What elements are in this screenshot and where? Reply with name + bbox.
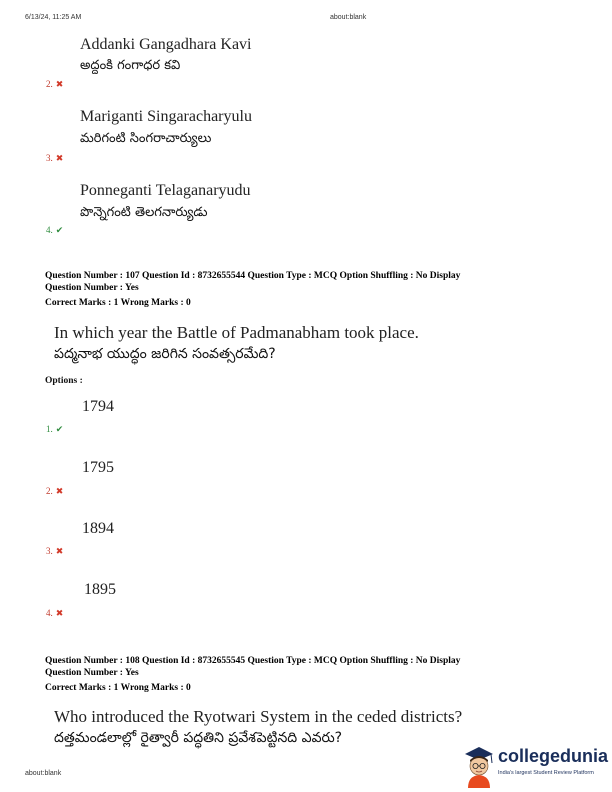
q108-text-en: Who introduced the Ryotwari System in the ceded districts?: [54, 707, 463, 726]
prev-option-1-en: Addanki Gangadhara Kavi: [80, 36, 252, 53]
q107-meta: [45, 270, 460, 309]
prev-option-2-te: మరిగంటి సింగరాచార్యులు: [80, 131, 212, 146]
q107-option-4-value: 1895: [84, 581, 116, 598]
q107-meta-line3: Correct Marks : 1 Wrong Marks : 0: [45, 298, 191, 308]
wrong-icon: ✖: [55, 79, 64, 89]
q108-meta-line2: Question Number : Yes: [45, 668, 139, 678]
wrong-icon: ✖: [55, 608, 64, 618]
wrong-icon: ✖: [55, 546, 64, 556]
q107-option-2-number: 2. ✖: [46, 486, 64, 496]
q108-text-te: దత్తమండలాల్లో రైత్వారీ పద్ధతిని ప్రవేశపెట్టినది ఎవరు?: [54, 730, 343, 746]
q107-option-4-number: 4. ✖: [46, 608, 64, 618]
q107-options-label: Options :: [45, 376, 83, 386]
q107-option-1-value: 1794: [82, 398, 114, 415]
check-icon: ✔: [55, 225, 64, 235]
print-datetime: 6/13/24, 11:25 AM: [25, 14, 82, 21]
wrong-icon: ✖: [55, 486, 64, 496]
print-url: about:blank: [330, 14, 367, 21]
prev-option-2-number: 2. ✖: [46, 79, 64, 89]
q108-meta-line3: Correct Marks : 1 Wrong Marks : 0: [45, 683, 191, 693]
prev-option-1-te: అద్దంకి గంగాధర కవి: [80, 58, 181, 73]
q108-meta-line1: Question Number : 108 Question Id : 8732655545 Question Type : MCQ Option Shuffling : No Display: [45, 656, 461, 666]
q107-option-3-value: 1894: [82, 520, 114, 537]
prev-option-4-number: 4. ✔: [46, 225, 64, 235]
logo-tagline: India's largest Student Review Platform: [498, 770, 594, 776]
q107-option-3-number: 3. ✖: [46, 546, 64, 556]
q107-meta-line1: Question Number : 107 Question Id : 8732655544 Question Type : MCQ Option Shuffling : No Display: [45, 271, 461, 281]
q108-meta: [45, 655, 460, 694]
prev-option-3-en: Ponneganti Telaganaryudu: [80, 182, 251, 199]
mascot-icon: [462, 744, 496, 788]
q107-option-1-number: 1. ✔: [46, 424, 64, 434]
q107-meta-line2: Question Number : Yes: [45, 283, 139, 293]
q107-text-te: పద్మనాభ యుద్ధం జరిగిన సంవత్సరమేది?: [54, 346, 276, 362]
q107-option-2-value: 1795: [82, 459, 114, 476]
wrong-icon: ✖: [55, 153, 64, 163]
check-icon: ✔: [55, 424, 64, 434]
prev-option-3-te: పొన్నెగంటి తెలగనార్యుడు: [80, 205, 208, 220]
prev-option-2-en: Mariganti Singaracharyulu: [80, 108, 252, 125]
logo-wordmark: collegedunia: [498, 746, 609, 766]
collegedunia-logo: [462, 744, 612, 792]
prev-option-3-number: 3. ✖: [46, 153, 64, 163]
print-footer-url: about:blank: [25, 770, 62, 777]
q107-text-en: In which year the Battle of Padmanabham took place.: [54, 323, 419, 342]
